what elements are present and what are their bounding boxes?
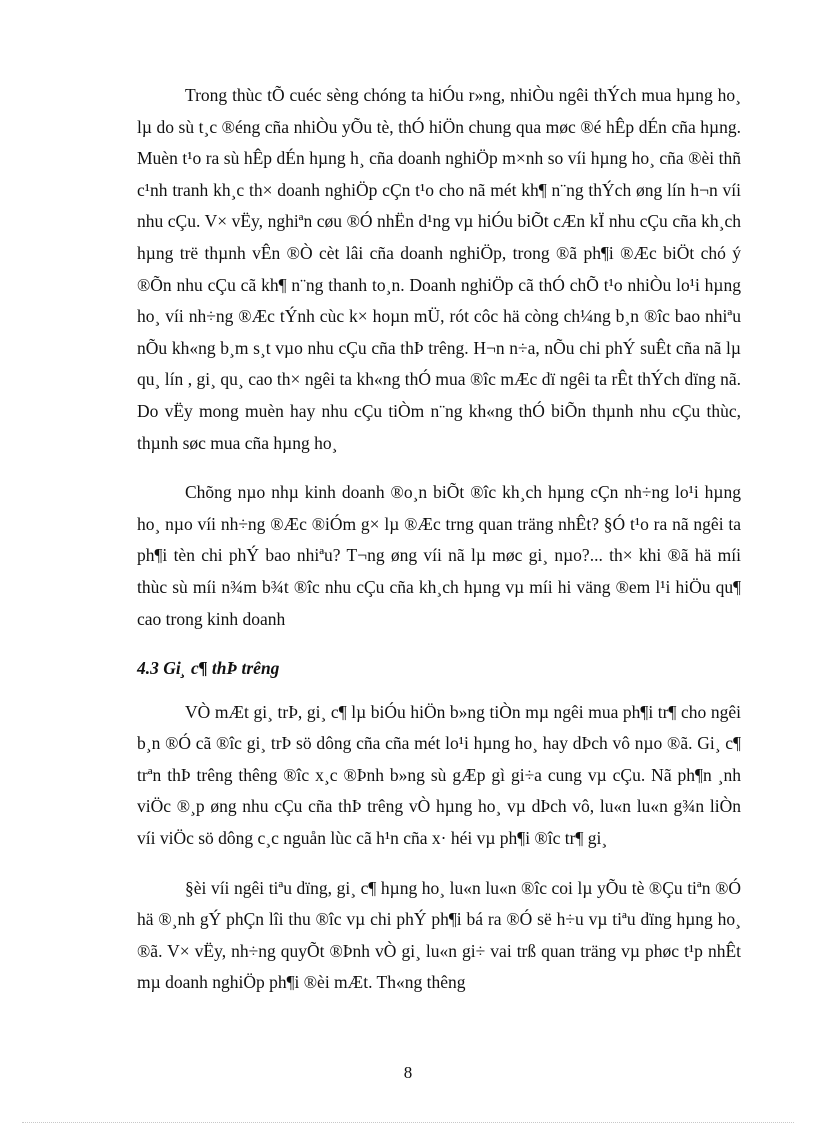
paragraph-4: §èi víi ngêi tiªu dïng, gi¸ c¶ hµng ho¸ lu«n lu«n ®îc coi lµ yÕu tè ®Çu tiªn ®Ó hä ®¸nh gÝ phÇn lîi thu ®îc vµ chi phÝ ph¶i bá ra ®Ó së h÷u vµ tiªu dïng hµng ho¸ ®ã. V× vËy, nh÷ng quyÕt ®Þnh vÒ gi¸ lu«n gi÷ vai trß quan träng vµ phøc t¹p nhÊt mµ doanh nghiÖp ph¶i ®èi mÆt. Th«ng thêng bbox=[137, 877, 741, 993]
body-text bbox=[137, 80, 741, 1017]
paragraph-2: Chõng nµo nhµ kinh doanh ®o¸n biÕt ®îc kh¸ch hµng cÇn nh÷ng lo¹i hµng ho¸ nµo víi nh÷ng ®Æc ®iÓm g× lµ ®Æc trng quan träng nhÊt? §Ó t¹o ra nã ngêi ta ph¶i tèn chi phÝ bao nhiªu? T¬ng øng víi nã lµ møc gi¸ nµo?... th× khi ®ã hä míi thùc sù míi n¾m b¾t ®îc nhu cÇu cña kh¸ch hµng vµ míi hi väng ®em l¹i hiÖu qu¶ cao trong kinh doanh bbox=[137, 482, 741, 629]
section-heading: 4.3 Gi¸ c¶ thÞ trêng bbox=[137, 658, 280, 679]
paragraph-3: VÒ mÆt gi¸ trÞ, gi¸ c¶ lµ biÓu hiÖn b»ng tiÒn mµ ngêi mua ph¶i tr¶ cho ngêi b¸n ®Ó cã ®îc gi¸ trÞ sö dông cña cña mét lo¹i hµng ho¸ hay dÞch vô nµo ®ã. Gi¸ c¶ trªn thÞ trêng thêng ®îc x¸c ®Þnh b»ng sù gÆp gì gi÷a cung vµ cÇu. Nã ph¶n ¸nh viÖc ®¸p øng nhu cÇu cña thÞ trêng vÒ hµng ho¸ vµ dÞch vô, lu«n lu«n g¾n liÒn víi viÖc sö dông c¸c nguån lùc cã h¹n cña x· héi vµ ph¶i ®îc tr¶ gi¸ bbox=[137, 701, 741, 849]
page-number: 8 bbox=[403, 1063, 413, 1082]
paragraph-1: Trong thùc tÕ cuéc sèng chóng ta hiÓu r»ng, nhiÒu ngêi thÝch mua hµng ho¸ lµ do sù t¸c ®éng cña nhiÒu yÕu tè, thÓ hiÖn chung qua møc ®é hÊp dÉn cña hµng. Muèn t¹o ra sù hÊp dÉn hµng h¸ cña doanh nghiÖp m×nh so víi hµng ho¸ cña ®èi thñ c¹nh tranh kh¸c th× doanh nghiÖp cÇn t¹o cho nã mét kh¶ n¨ng thÝch øng lín h¬n víi nhu cÇu. V× vËy, nghiªn cøu ®Ó nhËn d¹ng vµ hiÓu biÕt cÆn kÏ nhu cÇu cña kh¸ch hµng trë thµnh vÊn ®Ò cèt lâi cña doanh nghiÖp, trong ®ã ph¶i ®Æc biÖt chó ý ®Õn nhu cÇu cã kh¶ n¨ng thanh to¸n. Doanh nghiÖp cã thÓ chÕ t¹o nhiÒu lo¹i hµng ho¸ víi nh÷ng ®Æc tÝnh cùc k× hoµn mÜ, rót côc hä còng ch¼ng b¸n ®îc bao nhiªu nÕu kh«ng b¸m s¸t vµo nhu cÇu cña thÞ trêng. H¬n n÷a, nÕu chi phÝ suÊt cña nã lµ qu¸ lín , gi¸ qu¸ cao th× ngêi ta kh«ng thÓ mua ®îc mÆc dï ngêi ta rÊt thÝch dïng nã. Do vËy mong muèn hay nhu cÇu tiÒm n¨ng kh«ng thÓ biÕn thµnh nhu cÇu thùc, thµnh søc mua cña hµng ho¸ bbox=[137, 85, 741, 453]
